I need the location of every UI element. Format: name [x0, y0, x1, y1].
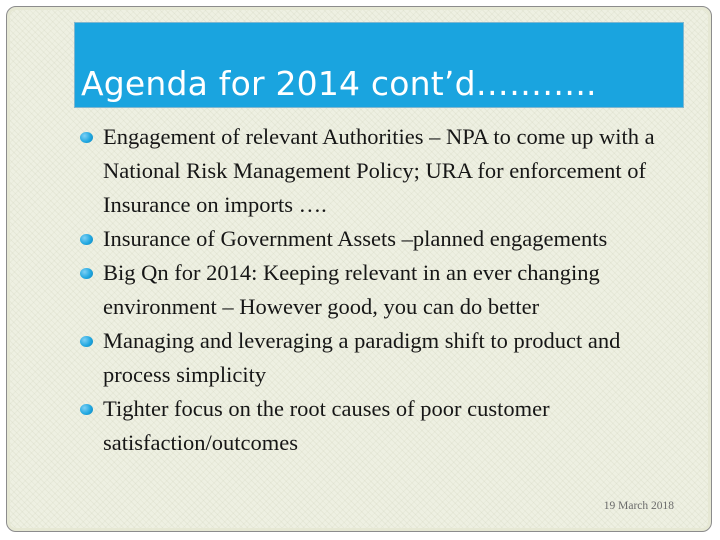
bullet-list [80, 120, 685, 460]
round-bullet-icon [80, 404, 93, 415]
round-bullet-icon [80, 234, 93, 245]
bullet-item [80, 324, 685, 392]
bullet-item [80, 120, 685, 222]
bullet-item [80, 256, 685, 324]
bullet-text: Big Qn for 2014: Keeping relevant in an ever changing environment – However good, you can do better [103, 260, 600, 319]
bullet-text: Insurance of Government Assets –planned engagements [103, 226, 608, 251]
bullet-text: Tighter focus on the root causes of poor customer satisfaction/outcomes [103, 396, 550, 455]
title-bar [74, 22, 684, 108]
bullet-text: Engagement of relevant Authorities – NPA to come up with a National Risk Management Policy; URA for enforcement of Insurance on imports …. [103, 124, 655, 217]
bullet-item [80, 222, 685, 256]
round-bullet-icon [80, 132, 93, 143]
round-bullet-icon [80, 336, 93, 347]
slide-title: Agenda for 2014 cont’d……….. [81, 64, 597, 103]
round-bullet-icon [80, 268, 93, 279]
bullet-text: Managing and leveraging a paradigm shift to product and process simplicity [103, 328, 621, 387]
bullet-item [80, 392, 685, 460]
footer-date: 19 March 2018 [603, 500, 674, 512]
